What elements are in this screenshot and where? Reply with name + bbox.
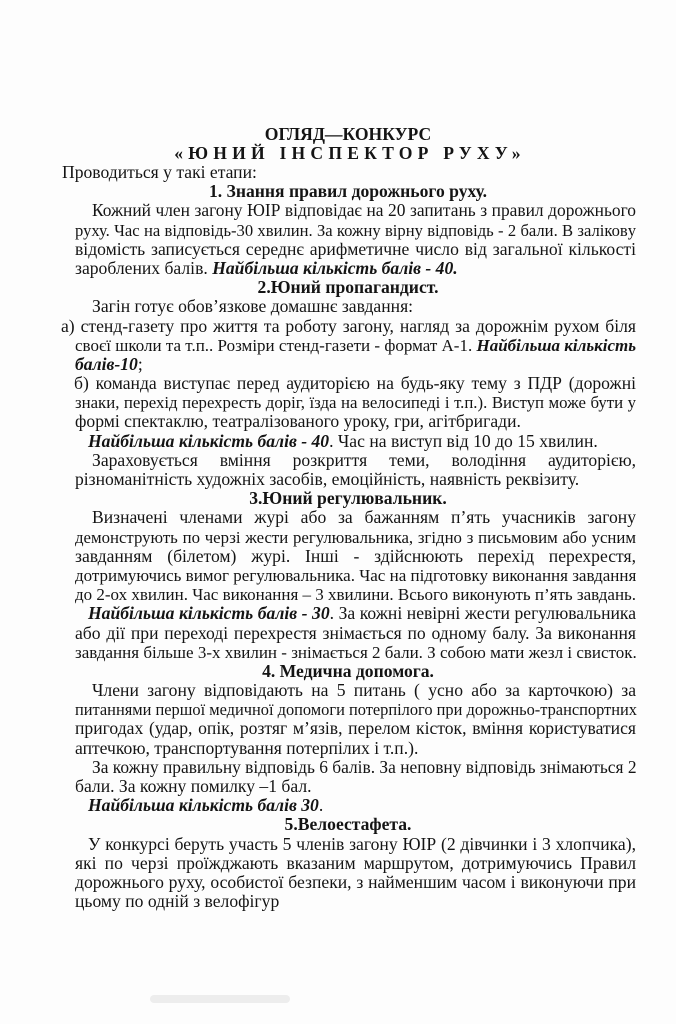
max-score-text: Найбільша кількість балів - 40 <box>88 430 330 451</box>
paragraph-line: дорожнього руху, особистої безпеки, з найменшим часом і виконуючи при <box>75 871 636 892</box>
paragraph-line: питаннями першої медичної допомоги потерпілого при дорожньо-транспортних <box>75 700 637 720</box>
scan-smudge <box>150 995 290 1003</box>
paragraph-line: які по черзі проїжджають вказаним маршрутом, дотримуючись Правил <box>75 852 636 873</box>
document-subtitle: «ЮНИЙ ІНСПЕКТОР РУХУ» <box>174 143 526 163</box>
paragraph-line: відомість записується середнє арифметичне число від загальної кількості <box>75 238 636 259</box>
section-heading-5: 5.Велоестафета. <box>284 814 412 835</box>
intro-line: Проводиться у такі етапи: <box>62 162 257 182</box>
paragraph-text: своєї школи та т.п.. Розміри стенд-газети - формат А-1. <box>75 335 473 355</box>
paragraph-line: Загін готує обов’язкове домашнє завдання: <box>92 296 414 317</box>
paragraph-line: За кожну правильну відповідь 6 балів. За неповну відповідь знімаються 2 <box>92 756 637 777</box>
paragraph-text: . <box>318 795 324 816</box>
max-score-text: Найбільша кількість балів 30 <box>88 795 319 816</box>
section-heading-2: 2.Юний пропагандист. <box>257 277 439 298</box>
max-score-text: Найбільша кількість <box>476 335 636 355</box>
paragraph-text: ; <box>137 353 143 374</box>
paragraph-line: а) стенд-газету про життя та роботу загону, нагляд за дорожнім рухом біля <box>61 315 636 336</box>
paragraph-line <box>0 796 636 815</box>
paragraph-line <box>0 604 636 623</box>
paragraph-line <box>0 432 636 451</box>
paragraph-line: формі спектаклю, театралізованого уроку, гри, агітбригади. <box>75 411 521 432</box>
paragraph-line: аптечкою, транспортування потерпілих і т.п.). <box>75 737 419 758</box>
paragraph-line: бали. За кожну помилку –1 бал. <box>75 776 312 796</box>
paragraph-text: . За кожні невірні жести регулювальника <box>329 603 636 624</box>
paragraph-line: різноманітність художніх засобів, емоційність, наявність реквізиту. <box>75 469 580 489</box>
paragraph-text: зароблених балів. <box>75 257 208 278</box>
paragraph-line: Зараховується вміння розкриття теми, володіння аудиторією, <box>92 449 636 470</box>
paragraph-line: цьому по одній з велофігур <box>75 891 280 912</box>
document-title: ОГЛЯД—КОНКУРС <box>264 124 432 144</box>
paragraph-line <box>0 355 636 374</box>
paragraph-line: демонструють по черзі жести регулювальника, згідно з письмовим або усним <box>75 527 636 547</box>
document-body <box>0 163 676 911</box>
paragraph-line: завдання більше 3-х хвилин - знімається 2 бали. З собою мати жезл і свисток. <box>75 642 637 662</box>
max-score-text: Найбільша кількість балів - 40. <box>212 257 458 278</box>
section-heading-4: 4. Медична допомога. <box>262 660 434 681</box>
paragraph-line: б) команда виступає перед аудиторією на будь-яку тему з ПДР (дорожні <box>74 373 636 394</box>
paragraph-line: Члени загону відповідають на 5 питань ( усно або за карточкою) за <box>92 680 636 701</box>
section-heading-1: 1. Знання правил дорожнього руху. <box>208 181 488 202</box>
paragraph-line: руху. Час на відповідь-30 хвилин. За кожну вірну відповідь - 2 бали. В заліковy <box>75 220 636 240</box>
max-score-text: Найбільша кількість балів - 30 <box>88 603 330 624</box>
section-heading-3: 3.Юний регулювальник. <box>249 488 447 509</box>
paragraph-line: знаки, перехід перехресть доріг, їзда на велосипеді і т.п.). Виступ може бути у <box>75 393 636 413</box>
paragraph-line: У конкурсі беруть участь 5 членів загону ЮІР (2 дівчинки і 3 хлопчика), <box>88 833 636 854</box>
paragraph-line: дотримуючись вимог регулювальника. Час на підготовку виконання завдання <box>75 565 637 585</box>
paragraph-line: або дії при переході перехрестя знімається по одному балу. За виконання <box>75 622 636 643</box>
paragraph-text: . Час на виступ від 10 до 15 хвилин. <box>329 430 598 451</box>
paragraph-line <box>0 336 636 355</box>
max-score-text: балів-10 <box>75 353 138 374</box>
paragraph-line: до 2-ох хвилин. Час виконання – 3 хвилини. Всього виконують п’ять завдань. <box>75 585 637 605</box>
paragraph-line: пригодах (удар, опік, розтяг м’язів, перелом кісток, вміння користуватися <box>75 718 636 739</box>
paragraph-line: Кожний член загону ЮІР відповідає на 20 запитань з правил дорожнього <box>92 200 636 221</box>
paragraph-line <box>0 259 636 278</box>
paragraph-line: завданням (білетом) журі. Інші - здійснюють перехід перехрестя, <box>75 545 636 566</box>
paragraph-line: Визначені членами журі або за бажанням п’ять учасників загону <box>92 507 636 528</box>
